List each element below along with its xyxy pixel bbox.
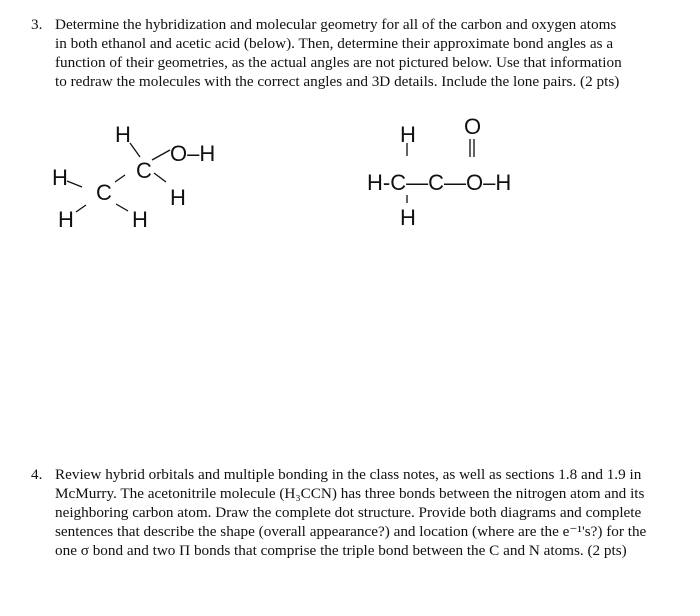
ethanol-atom-h-top: H — [115, 122, 131, 147]
question-3-line: function of their geometries, as the actual angles are not pictured below. Use that information — [55, 54, 622, 71]
question-4-line: sentences that describe the shape (overall appearance?) and location (where are the e⁻¹'s?) for the — [55, 523, 647, 540]
question-4-line: neighboring carbon atom. Draw the complete dot structure. Provide both diagrams and complete — [55, 504, 642, 521]
question-3-line: Determine the hybridization and molecular geometry for all of the carbon and oxygen atoms — [55, 16, 617, 33]
question-4-number: 4. — [31, 466, 43, 483]
acetic-acid-structure — [355, 105, 615, 245]
ethanol-atom-h-bottom-right: H — [132, 207, 148, 232]
ethanol-atom-c-upper: C — [136, 158, 152, 183]
acetic-acid-main-chain: H-C—C—O–H — [367, 170, 512, 195]
ethanol-atom-c-lower: C — [96, 180, 112, 205]
ethanol-atom-h-right: H — [170, 185, 186, 210]
question-3-line: in both ethanol and acetic acid (below). Then, determine their approximate bond angles as a — [55, 35, 614, 52]
ethanol-structure — [40, 110, 300, 250]
acetic-acid-atom-o-top: O — [464, 114, 482, 139]
question-3-text — [55, 15, 622, 91]
acetic-acid-atom-h-top: H — [400, 122, 416, 147]
question-4-line: Review hybrid orbitals and multiple bonding in the class notes, as well as sections 1.8 and 1.9 in — [55, 466, 642, 483]
ethanol-atom-h-bottom-left: H — [58, 207, 74, 232]
question-4-line: one σ bond and two Π bonds that comprise the triple bond between the C and N atoms. (2 pts) — [55, 542, 627, 559]
question-4-line: McMurry. The acetonitrile molecule (H₃CCN) has three bonds between the nitrogen atom and its — [55, 485, 645, 502]
ethanol-atom-o-h: O–H — [170, 141, 216, 166]
ethanol-atom-h-left: H — [52, 165, 68, 190]
question-3-number: 3. — [31, 16, 43, 33]
question-3-line: to redraw the molecules with the correct angles and 3D details. Include the lone pairs. (2 pts) — [55, 73, 620, 90]
question-4-text — [55, 465, 646, 560]
acetic-acid-atom-h-bottom: H — [400, 205, 416, 230]
